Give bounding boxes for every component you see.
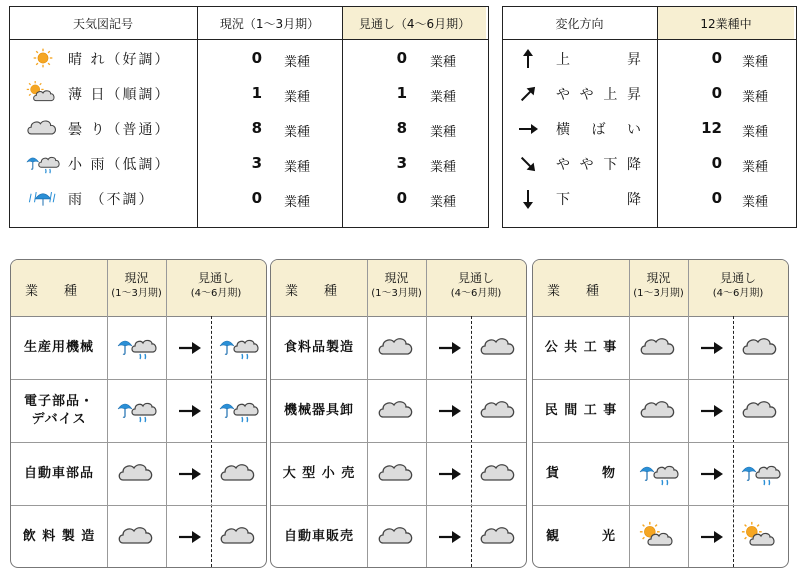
cloud-icon xyxy=(26,115,60,141)
change-unit: 業種 xyxy=(742,160,769,175)
legend-current-count: 0 xyxy=(251,189,262,207)
header-outlook-period: (4～6月期) xyxy=(190,288,242,299)
header-outlook-period: (4～6月期) xyxy=(450,288,502,299)
arrow-up-right-icon xyxy=(516,82,540,106)
legend-outlook-unit: 業種 xyxy=(430,125,457,140)
light-rain-icon xyxy=(117,332,157,362)
cloud-icon xyxy=(479,332,519,362)
cloud-icon xyxy=(377,521,417,551)
legend-outlook-unit: 業種 xyxy=(430,55,457,70)
cloud-icon xyxy=(479,395,519,425)
legend-outlook-count: 0 xyxy=(396,189,407,207)
arrow-right-icon xyxy=(438,466,462,482)
change-label: や や 上 昇 xyxy=(556,87,642,103)
change-count: 0 xyxy=(711,84,722,102)
arrow-right-icon xyxy=(438,403,462,419)
change-header-direction: 変化方向 xyxy=(555,17,604,31)
cloud-icon xyxy=(377,395,417,425)
arrow-right-icon xyxy=(178,529,202,545)
arrow-right-icon xyxy=(700,340,724,356)
industry-panel-2 xyxy=(270,259,527,568)
arrow-right-icon xyxy=(516,117,540,141)
header-current-period: (1～3月期) xyxy=(371,288,422,299)
sun-cloud-icon xyxy=(741,521,781,551)
legend-outlook-unit: 業種 xyxy=(430,90,457,105)
change-header-count: 12業種中 xyxy=(700,17,752,31)
change-count: 0 xyxy=(711,49,722,67)
sun-cloud-icon xyxy=(639,521,679,551)
arrow-right-icon xyxy=(178,340,202,356)
industry-name: 民 間 工 事 xyxy=(544,402,618,418)
change-count: 12 xyxy=(701,119,722,137)
cloud-icon xyxy=(639,395,679,425)
header-current: 現況 xyxy=(646,271,671,285)
legend-label: 薄 日（順調） xyxy=(68,87,171,103)
cloud-icon xyxy=(479,458,519,488)
arrow-right-icon xyxy=(700,529,724,545)
rain-icon xyxy=(26,185,60,211)
header-outlook: 見通し xyxy=(457,271,494,285)
sun-icon xyxy=(26,45,60,71)
cloud-icon xyxy=(377,332,417,362)
arrow-right-icon xyxy=(178,466,202,482)
header-industry: 業 種 xyxy=(25,284,78,299)
cloud-icon xyxy=(219,521,259,551)
legend-current-count: 3 xyxy=(251,154,262,172)
light-rain-icon xyxy=(117,395,157,425)
arrow-right-icon xyxy=(178,403,202,419)
industry-name: 観 光 xyxy=(545,528,616,544)
change-label: 上 昇 xyxy=(556,52,642,68)
legend-header-symbol: 天気図記号 xyxy=(72,17,133,31)
header-industry: 業 種 xyxy=(547,284,600,299)
light-rain-icon xyxy=(26,150,60,176)
cloud-icon xyxy=(377,458,417,488)
header-outlook-period: (4～6月期) xyxy=(712,288,764,299)
arrow-right-icon xyxy=(700,466,724,482)
change-label: 下 降 xyxy=(556,192,642,208)
arrow-down-right-icon xyxy=(516,152,540,176)
arrow-right-icon xyxy=(700,403,724,419)
legend-outlook-unit: 業種 xyxy=(430,195,457,210)
legend-label: 曇 り（普通） xyxy=(68,122,171,138)
sun-cloud-icon xyxy=(26,80,60,106)
light-rain-icon xyxy=(219,395,259,425)
industry-name: 飲 料 製 造 xyxy=(22,528,96,544)
legend-current-unit: 業種 xyxy=(284,195,311,210)
industry-panel-1 xyxy=(10,259,267,568)
legend-label: 雨 （不調） xyxy=(68,192,155,208)
cloud-icon xyxy=(741,332,781,362)
legend-outlook-count: 1 xyxy=(396,84,407,102)
legend-current-unit: 業種 xyxy=(284,55,311,70)
legend-current-unit: 業種 xyxy=(284,90,311,105)
industry-name: 食料品製造 xyxy=(283,339,354,355)
industry-name: 生産用機械 xyxy=(23,339,94,355)
header-industry: 業 種 xyxy=(285,284,338,299)
cloud-icon xyxy=(741,395,781,425)
arrow-right-icon xyxy=(438,529,462,545)
arrow-up-icon xyxy=(516,47,540,71)
change-count: 0 xyxy=(711,189,722,207)
cloud-icon xyxy=(639,332,679,362)
legend-current-unit: 業種 xyxy=(284,160,311,175)
change-unit: 業種 xyxy=(742,125,769,140)
header-outlook: 見通し xyxy=(719,271,756,285)
legend-outlook-count: 8 xyxy=(396,119,407,137)
legend-label: 晴 れ（好調） xyxy=(68,52,171,68)
cloud-icon xyxy=(479,521,519,551)
legend-current-count: 8 xyxy=(251,119,262,137)
cloud-icon xyxy=(117,458,157,488)
arrow-right-icon xyxy=(438,340,462,356)
industry-name: 公 共 工 事 xyxy=(544,339,618,355)
change-count: 0 xyxy=(711,154,722,172)
light-rain-icon xyxy=(219,332,259,362)
light-rain-icon xyxy=(741,458,781,488)
legend-outlook-unit: 業種 xyxy=(430,160,457,175)
arrow-down-icon xyxy=(516,187,540,211)
industry-name: 大 型 小 売 xyxy=(282,465,356,481)
cloud-icon xyxy=(117,521,157,551)
change-label: 横 ば い xyxy=(556,122,642,138)
change-label: や や 下 降 xyxy=(556,157,642,173)
change-unit: 業種 xyxy=(742,195,769,210)
industry-name: 自動車販売 xyxy=(283,528,354,544)
legend-current-count: 0 xyxy=(251,49,262,67)
header-current: 現況 xyxy=(124,271,149,285)
header-current-period: (1～3月期) xyxy=(111,288,162,299)
legend-current-unit: 業種 xyxy=(284,125,311,140)
change-unit: 業種 xyxy=(742,55,769,70)
legend-header-outlook: 見通し（4～6月期） xyxy=(358,17,471,31)
light-rain-icon xyxy=(639,458,679,488)
industry-name: 貨 物 xyxy=(545,465,616,481)
legend-current-count: 1 xyxy=(251,84,262,102)
header-current-period: (1～3月期) xyxy=(633,288,684,299)
change-unit: 業種 xyxy=(742,90,769,105)
industry-name: 機械器具卸 xyxy=(283,402,354,418)
cloud-icon xyxy=(219,458,259,488)
industry-panel-3 xyxy=(532,259,789,568)
industry-name: 自動車部品 xyxy=(23,465,94,481)
legend-outlook-count: 0 xyxy=(396,49,407,67)
legend-outlook-count: 3 xyxy=(396,154,407,172)
industry-name: 電子部品・ デバイス xyxy=(23,393,94,427)
legend-label: 小 雨（低調） xyxy=(68,157,171,173)
header-outlook: 見通し xyxy=(197,271,234,285)
header-current: 現況 xyxy=(384,271,409,285)
legend-header-current: 現況（1～3月期） xyxy=(219,17,320,31)
